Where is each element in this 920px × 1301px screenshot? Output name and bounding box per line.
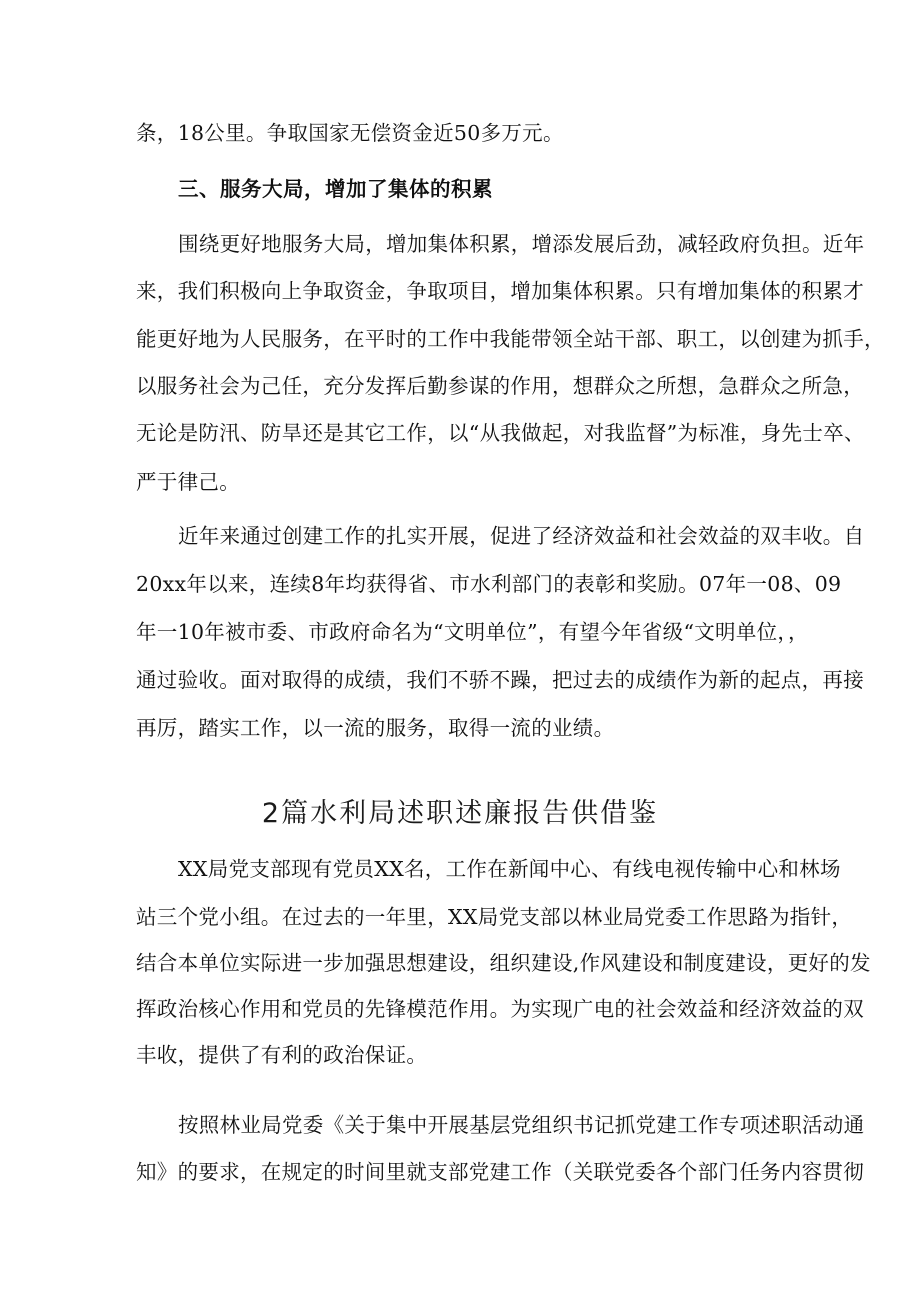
- paragraph-line: 条，18公里。争取国家无偿资金近50多万元。: [136, 121, 564, 145]
- paragraph-line: 年一10年被市委、市政府命名为“文明单位”，有望今年省级“文明单位，，: [136, 620, 809, 644]
- paragraph-line: 通过验收。面对取得的成绩，我们不骄不躁，把过去的成绩作为新的起点，再接: [136, 668, 864, 692]
- paragraph-line: 按照林业局党委《关于集中开展基层党组织书记抓党建工作专项述职活动通: [178, 1113, 865, 1137]
- paragraph-line: 无论是防汛、防旱还是其它工作，以“从我做起，对我监督”为标准，身先士卒、: [136, 421, 865, 445]
- paragraph-line: 站三个党小组。在过去的一年里，XX局党支部以林业局党委工作思路为指针，: [136, 905, 853, 929]
- paragraph-line: 来，我们积极向上争取资金，争取项目，增加集体积累。只有增加集体的积累才: [136, 279, 864, 303]
- paragraph-line: 以服务社会为己任，充分发挥后勤参谋的作用，想群众之所想，急群众之所急，: [136, 374, 864, 398]
- article-title: 2篇水利局述职述廉报告供借鉴: [261, 798, 659, 829]
- paragraph-line: 能更好地为人民服务，在平时的工作中我能带领全站干部、职工，以创建为抓手，: [136, 327, 885, 351]
- paragraph-line: 结合本单位实际进一步加强思想建设，组织建设,作风建设和制度建设，更好的发: [136, 951, 871, 975]
- section-heading: 三、服务大局，增加了集体的积累: [178, 177, 493, 201]
- paragraph-line: 丰收，提供了有利的政治保证。: [136, 1043, 428, 1067]
- paragraph-line: 再厉，踏实工作，以一流的服务，取得一流的业绩。: [136, 716, 615, 740]
- paragraph-line: XX局党支部现有党员XX名，工作在新闻中心、有线电视传输中心和林场: [178, 857, 841, 881]
- paragraph-line: 严于律己。: [136, 470, 240, 494]
- paragraph-line: 知》的要求，在规定的时间里就支部党建工作（关联党委各个部门任务内容贯彻: [136, 1160, 864, 1184]
- paragraph-line: 近年来通过创建工作的扎实开展，促进了经济效益和社会效益的双丰收。自: [178, 524, 865, 548]
- paragraph-line: 20xx年以来，连续8年均获得省、市水利部门的表彰和奖励。07年一08、09: [136, 572, 842, 596]
- paragraph-line: 围绕更好地服务大局，增加集体积累，增添发展后劲，减轻政府负担。近年: [178, 232, 865, 256]
- paragraph-line: 挥政治核心作用和党员的先锋模范作用。为实现广电的社会效益和经济效益的双: [136, 997, 864, 1021]
